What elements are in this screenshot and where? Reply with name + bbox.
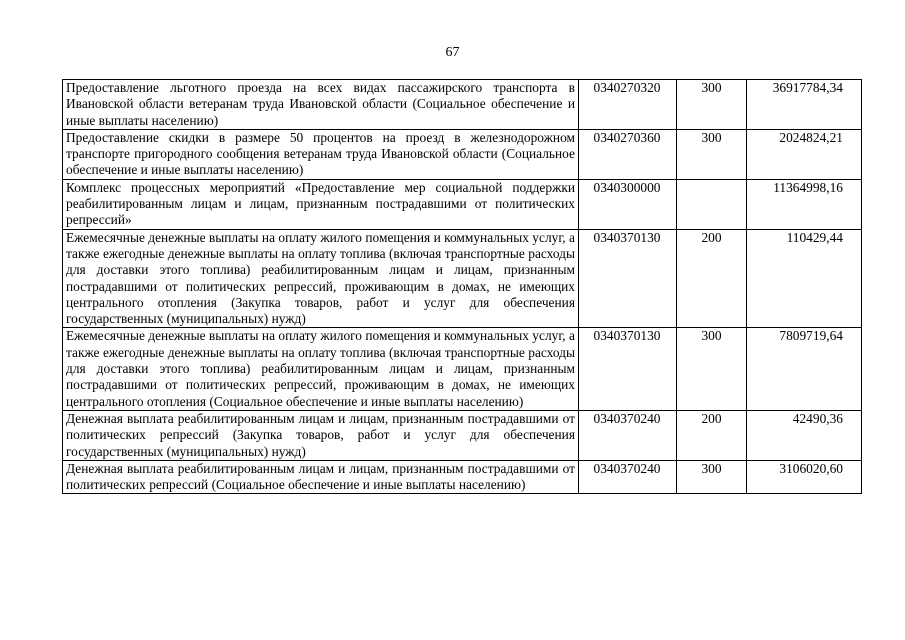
row-description: Ежемесячные денежные выплаты на оплату жилого помещения и коммунальных услуг, а также ежегодные денежные выплаты на оплату топлива (включая транспортные расходы для доставки этого топлива) реабилитированным лицам и лицам, признанным пострадавшими от политических репрессий, проживающим в домах, не имеющих центрального отопления (Закупка товаров, работ и услуг для обеспечения государственных (муниципальных) нужд) <box>63 229 579 328</box>
row-expense-type: 300 <box>677 129 747 179</box>
row-description: Ежемесячные денежные выплаты на оплату жилого помещения и коммунальных услуг, а также ежегодные денежные выплаты на оплату топлива (включая транспортные расходы для доставки этого топлива) реабилитированным лицам и лицам, признанным пострадавшими от политических репрессий, проживающим в домах, не имеющих центрального отопления (Социальное обеспечение и иные выплаты населению) <box>63 328 579 410</box>
table-row <box>63 328 862 410</box>
row-expense-type: 200 <box>677 410 747 460</box>
row-description: Денежная выплата реабилитированным лицам и лицам, признанным пострадавшими от политических репрессий (Социальное обеспечение и иные выплаты населению) <box>63 460 579 494</box>
row-amount: 3106020,60 <box>747 460 862 494</box>
table-row <box>63 460 862 494</box>
table-row <box>63 229 862 328</box>
row-amount: 7809719,64 <box>747 328 862 410</box>
row-description: Денежная выплата реабилитированным лицам и лицам, признанным пострадавшими от политических репрессий (Закупка товаров, работ и услуг для обеспечения государственных (муниципальных) нужд) <box>63 410 579 460</box>
row-amount: 11364998,16 <box>747 179 862 229</box>
row-amount: 2024824,21 <box>747 129 862 179</box>
row-target-code: 0340370240 <box>579 410 677 460</box>
row-target-code: 0340270360 <box>579 129 677 179</box>
row-amount: 110429,44 <box>747 229 862 328</box>
table-row <box>63 410 862 460</box>
row-target-code: 0340270320 <box>579 80 677 130</box>
row-expense-type <box>677 179 747 229</box>
table-row <box>63 179 862 229</box>
row-amount: 42490,36 <box>747 410 862 460</box>
table-row <box>63 129 862 179</box>
budget-table <box>62 79 862 494</box>
row-description: Предоставление льготного проезда на всех видах пассажирского транспорта в Ивановской области ветеранам труда Ивановской области (Социальное обеспечение и иные выплаты населению) <box>63 80 579 130</box>
row-amount: 36917784,34 <box>747 80 862 130</box>
row-target-code: 0340370130 <box>579 229 677 328</box>
table-row <box>63 80 862 130</box>
row-description: Комплекс процессных мероприятий «Предоставление мер социальной поддержки реабилитированным лицам и лицам, признанным пострадавшими от политических репрессий» <box>63 179 579 229</box>
page-number: 67 <box>445 45 460 60</box>
row-target-code: 0340370240 <box>579 460 677 494</box>
row-target-code: 0340370130 <box>579 328 677 410</box>
row-expense-type: 300 <box>677 460 747 494</box>
row-expense-type: 200 <box>677 229 747 328</box>
row-target-code: 0340300000 <box>579 179 677 229</box>
row-expense-type: 300 <box>677 328 747 410</box>
row-expense-type: 300 <box>677 80 747 130</box>
row-description: Предоставление скидки в размере 50 процентов на проезд в железнодорожном транспорте пригородного сообщения ветеранам труда Ивановской области (Социальное обеспечение и иные выплаты населению) <box>63 129 579 179</box>
